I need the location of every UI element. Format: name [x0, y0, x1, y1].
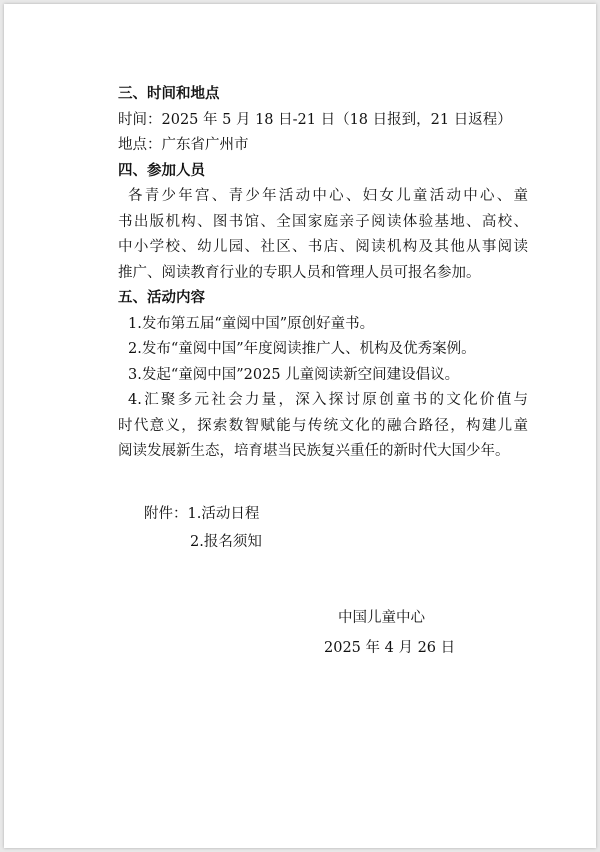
event-time: 时间：2025 年 5 月 18 日-21 日（18 日报到，21 日返程） — [118, 111, 512, 128]
participants-line-2: 书出版机构、图书馆、全国家庭亲子阅读体验基地、高校、 — [118, 213, 528, 230]
participants-line-3: 中小学校、幼儿园、社区、书店、阅读机构及其他从事阅读 — [118, 239, 528, 255]
document-body — [118, 82, 528, 465]
attachment-1: 附件：1.活动日程 — [144, 506, 260, 522]
signature — [304, 603, 474, 663]
event-place: 地点：广东省广州市 — [118, 137, 249, 153]
participants-line-1: 各青少年宫、青少年活动中心、妇女儿童活动中心、童 — [128, 188, 528, 204]
section-3-heading: 三、时间和地点 — [118, 86, 220, 102]
section-5-heading: 五、活动内容 — [118, 290, 205, 306]
activity-item-2: 2.发布“童阅中国”年度阅读推广人、机构及优秀案例。 — [128, 341, 476, 357]
activity-item-4-line-2: 时代意义，探索数智赋能与传统文化的融合路径，构建儿童 — [118, 417, 528, 434]
section-4-heading: 四、参加人员 — [118, 162, 205, 179]
activity-item-1: 1.发布第五届“童阅中国”原创好童书。 — [128, 315, 375, 332]
activity-item-4-line-3: 阅读发展新生态，培育堪当民族复兴重任的新时代大国少年。 — [118, 443, 510, 459]
attachment-2: 2.报名须知 — [190, 534, 262, 550]
signature-date: 2025 年 4 月 26 日 — [324, 640, 456, 656]
attachments — [144, 500, 262, 556]
document-page — [4, 4, 596, 848]
activity-item-3: 3.发起“童阅中国”2025 儿童阅读新空间建设倡议。 — [128, 366, 460, 383]
signature-org: 中国儿童中心 — [338, 610, 425, 626]
activity-item-4-line-1: 4.汇聚多元社会力量，深入探讨原创童书的文化价值与 — [128, 392, 528, 408]
participants-line-4: 推广、阅读教育行业的专职人员和管理人员可报名参加。 — [118, 264, 481, 281]
